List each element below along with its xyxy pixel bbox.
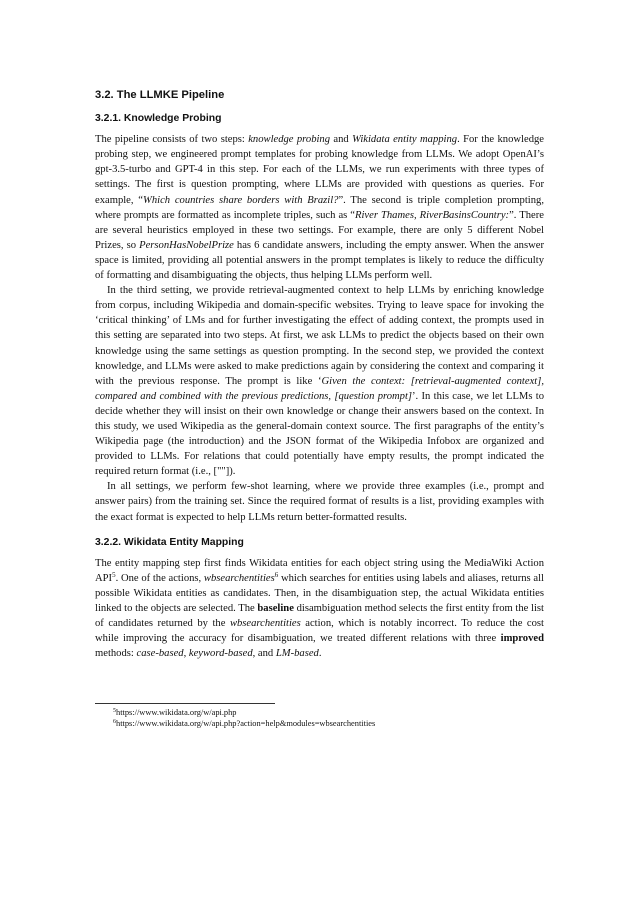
page-body [95,88,544,661]
section-title: 3.2. The LLMKE Pipeline [95,89,225,101]
footnote-5-link[interactable]: https://www.wikidata.org/w/api.php [116,708,237,717]
footnote-rule [95,703,275,704]
paragraph-knowledge-probing-3: In all settings, we perform few-shot learning, where we provide three examples (i.e., prompt and answer pairs) from the training set. Since the required format of results is a list, providing examples with the exact format is expected to help LLMs return better-formatted results. [95,481,544,523]
paragraph-knowledge-probing-1: The pipeline consists of two steps: knowledge probing and Wikidata entity mapping. For the knowledge probing step, we engineered prompt templates for probing knowledge from LLMs. We adopt OpenAI’s gpt-3.5-turbo and GPT-4 in this step. For each of the LLMs, we run experiments with three types of settings. The first is question prompting, where LLMs are provided with questions as queries. For example, “Which countries share borders with Brazil?”. The second is triple completion prompting, where prompts are formatted as incomplete triples, such as “River Thames, RiverBasinsCountry:”. There are several heuristics employed in these two settings. For example, there are only 5 different Nobel Prizes, so PersonHasNobelPrize has 6 candidate answers, including the empty answer. When the answer space is limited, providing all potential answers in the prompt templates is likely to reduce the difficulty of formatting and disambiguating the objects, thus helping LLMs perform well. [95,134,544,282]
footnote-6: $^6$https://www.wikidata.org/w/api.php?action=help&modules=wbsearchentities [113,719,376,728]
subsection-title-entity-mapping: 3.2.2. Wikidata Entity Mapping [95,536,244,548]
paragraph-entity-mapping-1: The entity mapping step first finds Wikidata entities for each object string using the MediaWiki Action API$^5$. One of the actions, wbsearchentities$^6$ which searches for entities using labels and aliases, returns all possible Wikidata entities as candidates. Then, in the disambiguation step, the actual Wikidata entities linked to the objects are selected. The baseline disambiguation method selects the first entity from the list of candidates returned by the wbsearchentities action, which is notably incorrect. To reduce the cost while improving the accuracy for disambiguation, we treated different relations with three improved methods: case-based, keyword-based, and LM-based. [95,557,544,660]
paragraph-knowledge-probing-2: In the third setting, we provide retrieval-augmented context to help LLMs by enriching knowledge from corpus, including Wikipedia and domain-specific websites. Trying to leave space for invoking the ‘critical thinking’ of LMs and for further investigating the effect of adding context, the prompts used in this setting are separated into two steps. At first, we ask LLMs to predict the objects based on their own knowledge using the same settings as question prompting. In the second step, we provided the context knowledge, and LLMs were asked to make predictions again by considering the context and comparing it with the previous response. The prompt is like ‘Given the context: [retrieval-augmented context], compared and combined with the previous predictions, [question prompt]’. In this case, we let LLMs to decide whether they will insist on their own knowledge or change their answers based on the context. In this study, we used Wikipedia as the general-domain context source. The first paragraphs of the entity’s Wikipedia page (the introduction) and the JSON format of the Wikipedia Infobox are organized and provided to LLMs. For relations that could potentially have empty results, the prompt indicated the required return format (i.e., [""]). [95,285,544,478]
footnote-ref-6[interactable]: 6 [274,570,279,579]
footnote-ref-5[interactable]: 5 [112,570,116,579]
footnotes [95,703,544,729]
subsection-title-knowledge-probing: 3.2.1. Knowledge Probing [95,113,222,125]
footnote-6-link[interactable]: https://www.wikidata.org/w/api.php?action=help&modules=wbsearchentities [116,719,376,728]
footnote-5: $^5$https://www.wikidata.org/w/api.php [113,708,237,717]
